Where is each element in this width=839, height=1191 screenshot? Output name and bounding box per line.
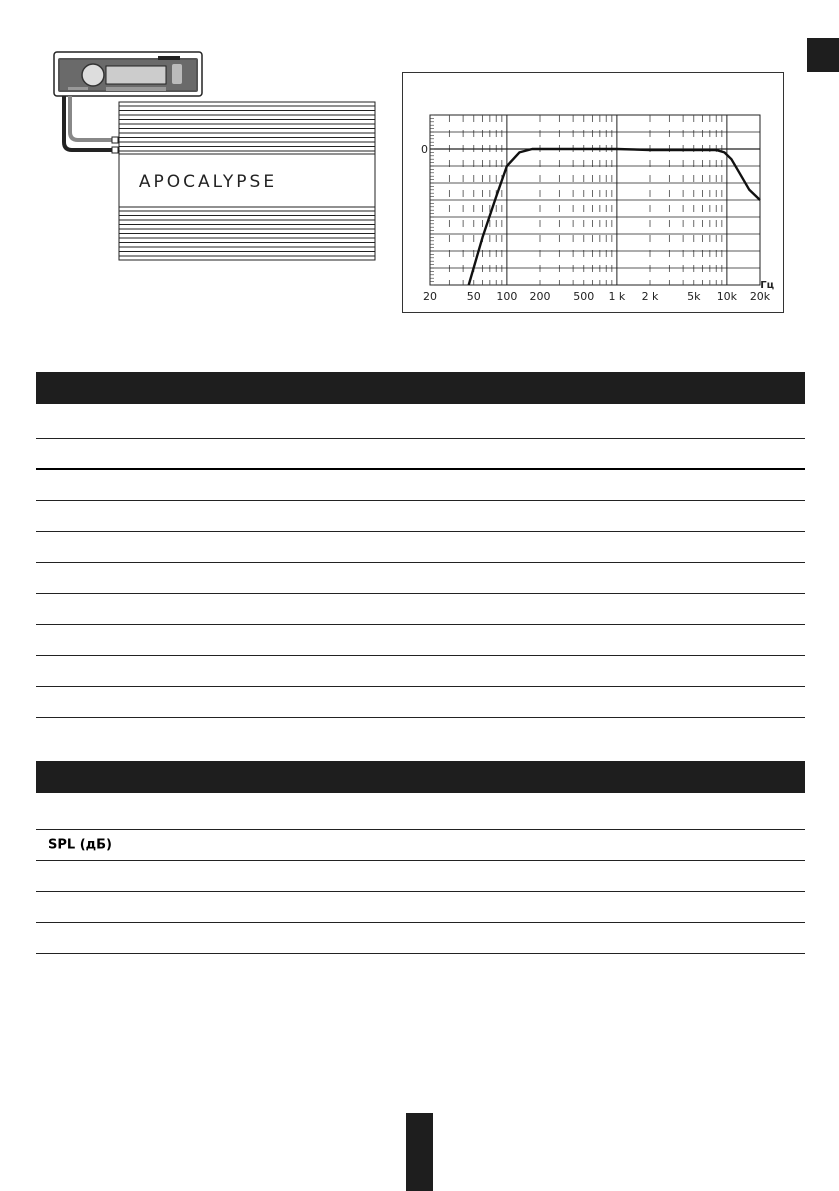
table2-row (36, 892, 805, 923)
y-tick-label: 0 (421, 143, 428, 156)
x-tick-label: 1 k (608, 290, 626, 303)
spec-table-1-header (36, 372, 805, 404)
x-tick-label: 50 (466, 290, 481, 303)
spec-table-1-body (36, 404, 805, 718)
table1-row (36, 501, 805, 532)
x-tick-label: 500 (573, 290, 595, 303)
table1-row (36, 687, 805, 718)
table2-row-label: SPL (дБ) (48, 837, 112, 853)
head-unit-icon (54, 52, 202, 96)
amplifier-icon (119, 102, 375, 260)
table2-row (36, 923, 805, 954)
table2-row (36, 793, 805, 830)
table2-row (36, 861, 805, 892)
spec-table-2 (36, 761, 805, 954)
chart-svg (403, 73, 785, 314)
table1-row (36, 470, 805, 501)
amplifier-brand-label: APOCALYPSE (138, 172, 278, 192)
spec-table-1 (36, 372, 805, 718)
page-number-tab (406, 1113, 433, 1191)
x-tick-label: 200 (529, 290, 551, 303)
x-tick-label: 5k (687, 290, 701, 303)
table1-row (36, 532, 805, 563)
x-tick-label: 20 (423, 290, 437, 303)
table1-row (36, 656, 805, 687)
spec-table-2-header (36, 761, 805, 793)
table1-row (36, 563, 805, 594)
table1-row (36, 439, 805, 470)
table1-row (36, 404, 805, 439)
table1-row (36, 594, 805, 625)
connection-illustration (48, 50, 383, 265)
x-tick-label: 10k (716, 290, 738, 303)
connection-diagram (48, 50, 383, 265)
frequency-response-chart (402, 72, 784, 313)
table2-row (36, 830, 805, 861)
x-tick-label: 100 (496, 290, 518, 303)
spec-table-2-body (36, 793, 805, 954)
rca-cables-icon (64, 96, 118, 153)
x-unit-label: Гц (760, 280, 774, 291)
x-tick-label: 20k (749, 290, 771, 303)
x-tick-label: 2 k (641, 290, 659, 303)
language-tab (807, 38, 839, 72)
table1-row (36, 625, 805, 656)
